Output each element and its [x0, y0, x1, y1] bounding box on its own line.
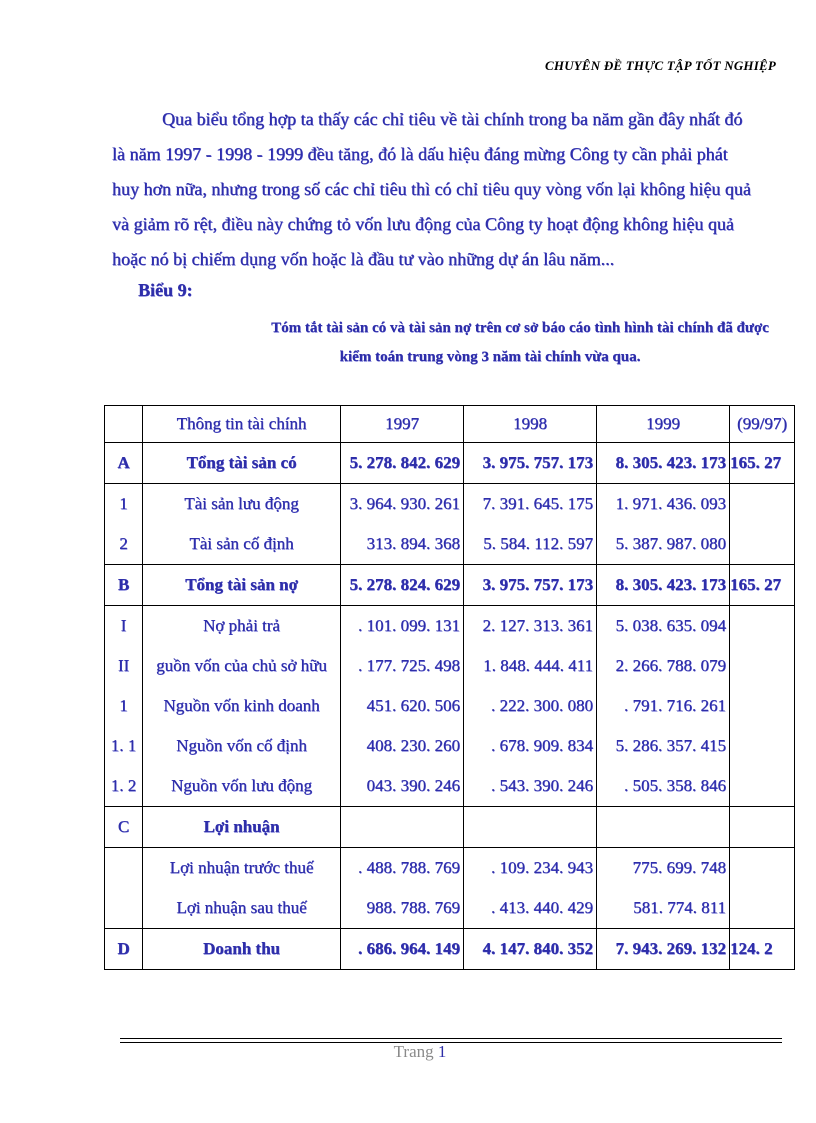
cell-1999-value: 7. 943. 269. 132	[615, 939, 726, 958]
cell-1998-value: 5. 584. 112. 597	[483, 534, 593, 553]
cell-code	[105, 848, 143, 889]
footer-rule-top	[120, 1038, 782, 1039]
cell-1997	[341, 888, 464, 929]
cell-1999	[597, 888, 730, 929]
cell-1999-value: 5. 286. 357. 415	[615, 736, 726, 755]
cell-1999	[597, 606, 730, 647]
cell-1999	[597, 443, 730, 484]
cell-1999	[597, 646, 730, 686]
cell-1999	[597, 524, 730, 565]
cell-1998	[464, 646, 597, 686]
cell-1999	[597, 848, 730, 889]
table-row	[105, 443, 795, 484]
cell-1998-value: 3. 975. 757. 173	[482, 575, 593, 594]
table-row	[105, 929, 795, 970]
cell-1999-value: 5. 038. 635. 094	[615, 616, 726, 635]
cell-1998	[464, 524, 597, 565]
cell-1998	[464, 443, 597, 484]
cell-1999-value: . 505. 358. 846	[624, 776, 726, 795]
cell-name: Tài sản cố định	[143, 524, 341, 565]
cell-name: Nguồn vốn lưu động	[143, 766, 341, 807]
document-header-title: CHUYÊN ĐỀ THỰC TẬP TỐT NGHIỆP	[545, 58, 776, 73]
cell-1998	[464, 484, 597, 525]
cell-1999-value: . 791. 716. 261	[624, 696, 726, 715]
cell-ratio	[730, 848, 795, 889]
cell-code: B	[105, 565, 143, 606]
cell-1998	[464, 565, 597, 606]
cell-1997-value: . 686. 964. 149	[358, 939, 460, 958]
cell-name: Nợ phải trả	[143, 606, 341, 647]
cell-1998	[464, 766, 597, 807]
header-cell-1998: 1998	[464, 406, 597, 443]
cell-1999	[597, 726, 730, 766]
cell-1998-value: 3. 975. 757. 173	[482, 453, 593, 472]
cell-name: Nguồn vốn kinh doanh	[143, 686, 341, 726]
cell-1998-value: . 222. 300. 080	[491, 696, 593, 715]
cell-1998-value: . 413. 440. 429	[491, 898, 593, 917]
paragraph-line: hoặc nó bị chiếm dụng vốn hoặc là đầu tư vào những dự án lâu năm...	[112, 249, 615, 269]
header-cell-1999: 1999	[597, 406, 730, 443]
cell-1999	[597, 766, 730, 807]
header-cell-ratio: (99/97)	[730, 406, 795, 443]
cell-code: 1	[105, 686, 143, 726]
cell-1999-value: 775. 699. 748	[632, 858, 726, 877]
table-row	[105, 484, 795, 525]
cell-1997	[341, 524, 464, 565]
cell-1999	[597, 929, 730, 970]
cell-1997-value: 313. 894. 368	[366, 534, 460, 553]
cell-1998-value: . 678. 909. 834	[491, 736, 593, 755]
cell-name: Lợi nhuận trước thuế	[143, 848, 341, 889]
footer-page-number: 1	[437, 1042, 447, 1061]
header-cell-1997: 1997	[341, 406, 464, 443]
cell-code: II	[105, 646, 143, 686]
cell-code: 1. 2	[105, 766, 143, 807]
table-title	[140, 314, 780, 372]
cell-1997-value: 408. 230. 260	[366, 736, 460, 755]
cell-1998	[464, 807, 597, 848]
cell-1999	[597, 484, 730, 525]
cell-1999-value: 2. 266. 788. 079	[615, 656, 726, 675]
paragraph-line: là năm 1997 - 1998 - 1999 đều tăng, đó là dấu hiệu đáng mừng Công ty cần phải phát	[112, 144, 728, 164]
cell-name: Tài sản lưu động	[143, 484, 341, 525]
cell-1997-value: 043. 390. 246	[366, 776, 460, 795]
cell-1998	[464, 606, 597, 647]
cell-code: C	[105, 807, 143, 848]
cell-1999-value: 5. 387. 987. 080	[615, 534, 726, 553]
cell-1998-value: 4. 147. 840. 352	[482, 939, 593, 958]
table-row	[105, 524, 795, 565]
cell-1997-value: 3. 964. 930. 261	[349, 494, 460, 513]
header-cell-info: Thông tin tài chính	[143, 406, 341, 443]
table-row	[105, 888, 795, 929]
cell-1998	[464, 848, 597, 889]
table-row	[105, 848, 795, 889]
cell-ratio	[730, 766, 795, 807]
cell-code: 1. 1	[105, 726, 143, 766]
cell-name: Doanh thu	[143, 929, 341, 970]
table-title-line1: Tóm tắt tài sản có và tài sản nợ trên cơ sở báo cáo tình hình tài chính đã được	[271, 320, 769, 336]
cell-code: D	[105, 929, 143, 970]
cell-name: Nguồn vốn cố định	[143, 726, 341, 766]
cell-1999-value: 1. 971. 436. 093	[615, 494, 726, 513]
table-row	[105, 686, 795, 726]
cell-1998-value: . 109. 234. 943	[491, 858, 593, 877]
cell-1997	[341, 606, 464, 647]
cell-1997	[341, 766, 464, 807]
cell-name: Tổng tài sản có	[143, 443, 341, 484]
footer-page-label: Trang	[393, 1042, 434, 1061]
table-row	[105, 726, 795, 766]
cell-1999-value: 581. 774. 811	[633, 898, 726, 917]
cell-code: 1	[105, 484, 143, 525]
cell-ratio	[730, 606, 795, 647]
cell-1998	[464, 686, 597, 726]
cell-1998	[464, 888, 597, 929]
cell-code: 2	[105, 524, 143, 565]
cell-name: guồn vốn của chủ sở hữu	[143, 646, 341, 686]
cell-1997	[341, 484, 464, 525]
cell-1997	[341, 726, 464, 766]
cell-1998-value: 7. 391. 645. 175	[482, 494, 593, 513]
cell-1998	[464, 929, 597, 970]
cell-1997-value: 5. 278. 824. 629	[349, 575, 460, 594]
cell-1997-value: 5. 278. 842. 629	[349, 453, 460, 472]
cell-code: A	[105, 443, 143, 484]
cell-1998-value: 1. 848. 444. 411	[483, 656, 593, 675]
page-footer	[0, 1042, 816, 1062]
table-title-line2: kiểm toán trung vòng 3 năm tài chính vừa qua.	[339, 349, 641, 365]
cell-1999	[597, 807, 730, 848]
cell-ratio	[730, 686, 795, 726]
header-cell-code	[105, 406, 143, 443]
cell-1999	[597, 565, 730, 606]
cell-ratio	[730, 524, 795, 565]
chart-label: Biểu 9:	[138, 280, 193, 300]
cell-1997	[341, 646, 464, 686]
cell-ratio	[730, 646, 795, 686]
cell-ratio	[730, 484, 795, 525]
cell-1999-value: 8. 305. 423. 173	[615, 453, 726, 472]
table-row	[105, 606, 795, 647]
cell-1997-value: 451. 620. 506	[366, 696, 460, 715]
cell-1997	[341, 807, 464, 848]
cell-1997	[341, 848, 464, 889]
summary-paragraph	[112, 102, 792, 277]
cell-code: I	[105, 606, 143, 647]
cell-code	[105, 888, 143, 929]
cell-1999	[597, 686, 730, 726]
cell-ratio: 124. 2	[730, 929, 795, 970]
paragraph-line: huy hơn nữa, nhưng trong số các chỉ tiêu thì có chỉ tiêu quy vòng vốn lại không hiệu quả	[112, 179, 751, 199]
cell-name: Tổng tài sản nợ	[143, 565, 341, 606]
cell-1997-value: . 101. 099. 131	[358, 616, 460, 635]
cell-ratio	[730, 888, 795, 929]
paragraph-line: và giảm rõ rệt, điều này chứng tỏ vốn lưu động của Công ty hoạt động không hiệu quả	[112, 214, 734, 234]
cell-name: Lợi nhuận	[143, 807, 341, 848]
cell-ratio: 165. 27	[730, 443, 795, 484]
cell-1997	[341, 565, 464, 606]
cell-1997	[341, 929, 464, 970]
paragraph-line: Qua biểu tổng hợp ta thấy các chỉ tiêu về tài chính trong ba năm gần đây nhất đó	[162, 109, 743, 129]
cell-1998-value: 2. 127. 313. 361	[482, 616, 593, 635]
cell-1997-value: . 488. 788. 769	[358, 858, 460, 877]
cell-ratio: 165. 27	[730, 565, 795, 606]
cell-1997-value: . 177. 725. 498	[358, 656, 460, 675]
table-row	[105, 646, 795, 686]
cell-1998	[464, 726, 597, 766]
cell-1997	[341, 686, 464, 726]
cell-1998-value: . 543. 390. 246	[491, 776, 593, 795]
financial-table	[104, 405, 795, 970]
cell-name: Lợi nhuận sau thuế	[143, 888, 341, 929]
cell-1999-value: 8. 305. 423. 173	[615, 575, 726, 594]
cell-1997	[341, 443, 464, 484]
table-row	[105, 807, 795, 848]
cell-ratio	[730, 807, 795, 848]
cell-ratio	[730, 726, 795, 766]
cell-1997-value: 988. 788. 769	[366, 898, 460, 917]
table-row	[105, 766, 795, 807]
table-row	[105, 565, 795, 606]
